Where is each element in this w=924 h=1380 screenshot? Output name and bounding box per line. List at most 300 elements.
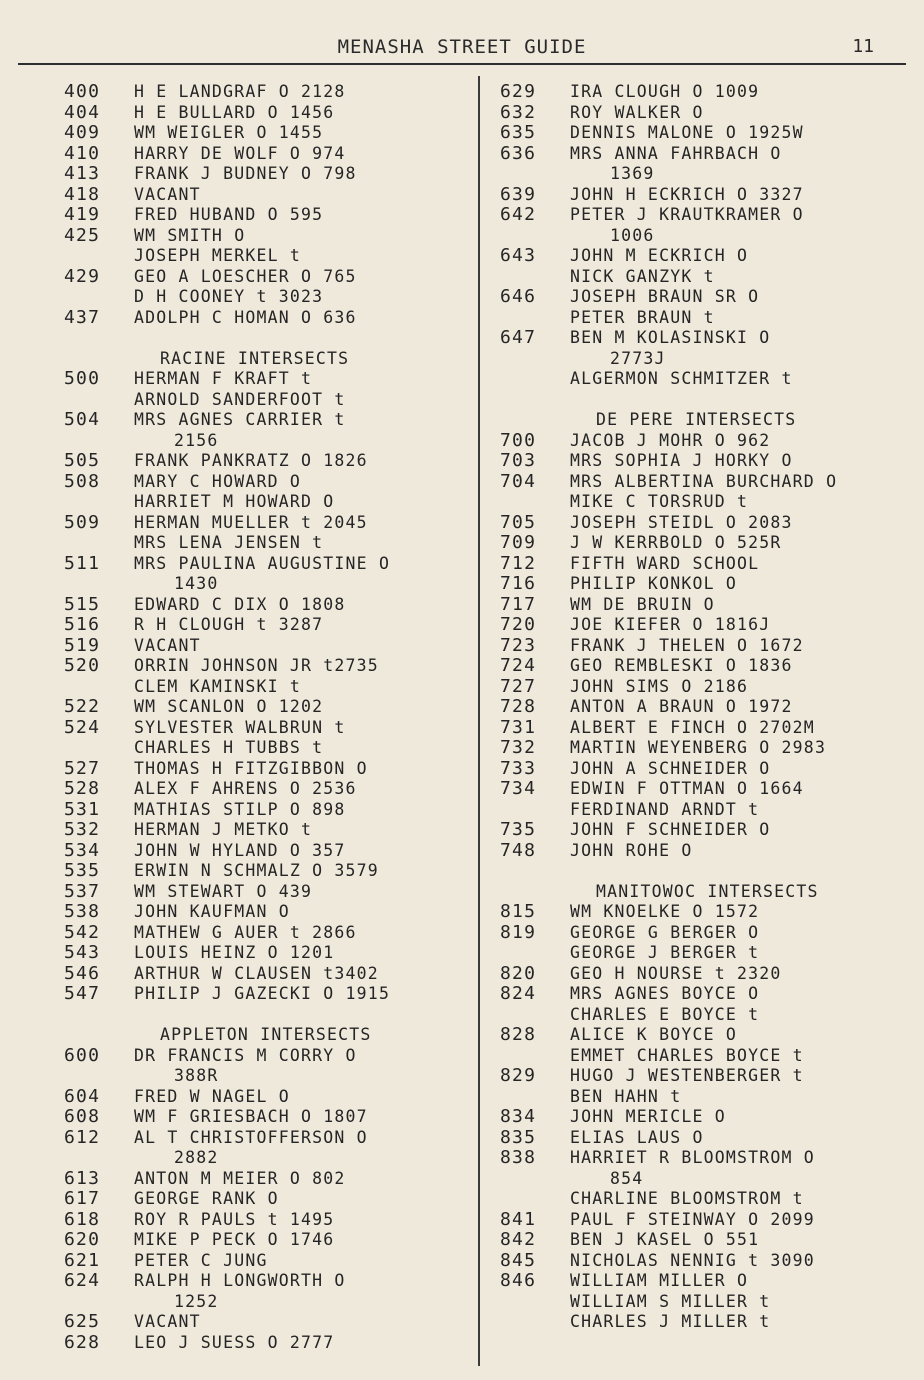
resident-name: PHILIP J GAZECKI O 1915 bbox=[134, 984, 391, 1003]
resident-name: AL T CHRISTOFFERSON O bbox=[134, 1127, 368, 1147]
listing-row bbox=[500, 738, 910, 759]
resident-name: CHARLES E BOYCE t bbox=[570, 1004, 760, 1024]
listing-row bbox=[64, 451, 472, 472]
house-number: 618 bbox=[64, 1208, 101, 1230]
resident-name: 2882 bbox=[174, 1148, 219, 1167]
house-number: 705 bbox=[500, 511, 537, 533]
house-number: 519 bbox=[64, 634, 101, 656]
listing-row bbox=[64, 923, 472, 944]
resident-name: JACOB J MOHR O 962 bbox=[570, 430, 771, 450]
listing-row bbox=[500, 205, 910, 226]
resident-name: FRANK J BUDNEY O 798 bbox=[134, 164, 357, 183]
resident-name: 2773J bbox=[610, 348, 666, 368]
right-column bbox=[500, 82, 910, 1333]
resident-name: 1430 bbox=[174, 574, 219, 593]
house-number: 824 bbox=[500, 983, 537, 1004]
page-number: 11 bbox=[852, 36, 874, 57]
listing-row bbox=[500, 841, 910, 862]
resident-name: BEN HAHN t bbox=[570, 1086, 682, 1106]
listing-row bbox=[500, 287, 910, 308]
listing-row bbox=[64, 103, 472, 124]
resident-name: H E BULLARD O 1456 bbox=[134, 102, 335, 122]
listing-row bbox=[500, 923, 910, 944]
resident-name: GEORGE J BERGER t bbox=[570, 943, 760, 962]
listing-row bbox=[64, 513, 472, 534]
listing-row bbox=[64, 1107, 472, 1128]
resident-name: NICHOLAS NENNIG t 3090 bbox=[570, 1250, 815, 1270]
resident-name: ARTHUR W CLAUSEN t3402 bbox=[134, 963, 379, 983]
house-number: 429 bbox=[64, 265, 101, 287]
listing-row bbox=[500, 1230, 910, 1251]
listing-row bbox=[500, 513, 910, 534]
house-number: 704 bbox=[500, 470, 537, 492]
resident-name: MRS ALBERTINA BURCHARD O bbox=[570, 471, 838, 491]
resident-name: 2156 bbox=[174, 430, 219, 450]
listing-row bbox=[64, 1251, 472, 1272]
house-number: 509 bbox=[64, 511, 101, 533]
listing-row bbox=[500, 369, 910, 390]
listing-row bbox=[64, 841, 472, 862]
resident-name: JOHN SIMS O 2186 bbox=[570, 676, 749, 696]
house-number: 646 bbox=[500, 286, 537, 307]
resident-name: 1006 bbox=[610, 225, 655, 245]
house-number: 632 bbox=[500, 101, 537, 123]
listing-row bbox=[64, 1128, 472, 1149]
listing-row bbox=[500, 1251, 910, 1272]
listing-continuation bbox=[500, 226, 910, 247]
house-number: 522 bbox=[64, 696, 101, 717]
listing-row bbox=[500, 943, 910, 964]
listing-row bbox=[64, 123, 472, 144]
house-number: 647 bbox=[500, 327, 537, 348]
listing-row bbox=[500, 1025, 910, 1046]
listing-row bbox=[64, 369, 472, 390]
house-number: 727 bbox=[500, 675, 537, 697]
resident-name: ERWIN N SCHMALZ O 3579 bbox=[134, 861, 379, 880]
listing-row bbox=[500, 718, 910, 739]
resident-name: DR FRANCIS M CORRY O bbox=[134, 1045, 357, 1065]
resident-name: WM F GRIESBACH O 1807 bbox=[134, 1107, 368, 1126]
listing-continuation bbox=[64, 1066, 472, 1087]
house-number: 537 bbox=[64, 880, 101, 902]
listing-row bbox=[64, 1189, 472, 1210]
resident-name: VACANT bbox=[134, 1312, 201, 1331]
listing-row bbox=[64, 410, 472, 431]
listing-row bbox=[500, 554, 910, 575]
listing-row bbox=[64, 861, 472, 882]
resident-name: NICK GANZYK t bbox=[570, 266, 715, 286]
listing-row bbox=[500, 656, 910, 677]
resident-name: LEO J SUESS O 2777 bbox=[134, 1332, 335, 1352]
resident-name: PHILIP KONKOL O bbox=[570, 574, 738, 593]
resident-name: ELIAS LAUS O bbox=[570, 1127, 704, 1147]
resident-name: MATHIAS STILP O 898 bbox=[134, 799, 346, 819]
listing-row bbox=[500, 615, 910, 636]
resident-name: JOSEPH MERKEL t bbox=[134, 246, 302, 265]
listing-row bbox=[64, 1046, 472, 1067]
resident-name: JOE KIEFER O 1816J bbox=[570, 615, 771, 634]
resident-name: HARRIET R BLOOMSTROM O bbox=[570, 1148, 815, 1167]
listing-row bbox=[500, 1107, 910, 1128]
house-number: 531 bbox=[64, 798, 101, 820]
intersect-heading: MANITOWOC INTERSECTS bbox=[596, 881, 819, 901]
listing-row bbox=[500, 472, 910, 493]
listing-row bbox=[500, 492, 910, 513]
house-number: 841 bbox=[500, 1208, 537, 1230]
resident-name: JOHN W HYLAND O 357 bbox=[134, 840, 346, 860]
house-number: 437 bbox=[64, 306, 101, 328]
intersect-heading: DE PERE INTERSECTS bbox=[596, 410, 797, 429]
resident-name: 854 bbox=[610, 1168, 644, 1188]
listing-row bbox=[64, 943, 472, 964]
listing-row bbox=[500, 103, 910, 124]
listing-row bbox=[64, 882, 472, 903]
resident-name: WILLIAM MILLER O bbox=[570, 1271, 749, 1290]
intersect-heading: APPLETON INTERSECTS bbox=[160, 1025, 372, 1044]
resident-name: EMMET CHARLES BOYCE t bbox=[570, 1045, 804, 1065]
listing-row bbox=[500, 820, 910, 841]
listing-row bbox=[64, 738, 472, 759]
resident-name: MATHEW G AUER t 2866 bbox=[134, 922, 357, 942]
listing-row bbox=[500, 267, 910, 288]
listing-row bbox=[500, 144, 910, 165]
listing-row bbox=[64, 1169, 472, 1190]
resident-name: GEORGE G BERGER O bbox=[570, 922, 760, 942]
listing-row bbox=[64, 984, 472, 1005]
house-number: 600 bbox=[64, 1044, 101, 1066]
house-number: 717 bbox=[500, 593, 537, 615]
resident-name: FRANK PANKRATZ O 1826 bbox=[134, 451, 368, 470]
house-number: 735 bbox=[500, 819, 537, 840]
resident-name: J W KERRBOLD O 525R bbox=[570, 533, 782, 552]
house-number: 404 bbox=[64, 101, 101, 123]
listing-row bbox=[500, 697, 910, 718]
listing-row bbox=[64, 820, 472, 841]
house-number: 734 bbox=[500, 778, 537, 799]
resident-name: MRS AGNES BOYCE O bbox=[570, 984, 760, 1003]
resident-name: R H CLOUGH t 3287 bbox=[134, 615, 324, 634]
listing-row bbox=[500, 1128, 910, 1149]
house-number: 720 bbox=[500, 614, 537, 635]
listing-row bbox=[64, 718, 472, 739]
house-number: 419 bbox=[64, 204, 101, 225]
resident-name: WM KNOELKE O 1572 bbox=[570, 902, 760, 921]
listing-row bbox=[64, 554, 472, 575]
house-number: 511 bbox=[64, 552, 101, 574]
resident-name: HERMAN J METKO t bbox=[134, 820, 313, 839]
listing-row bbox=[64, 144, 472, 165]
house-number: 508 bbox=[64, 470, 101, 492]
resident-name: HUGO J WESTENBERGER t bbox=[570, 1066, 804, 1085]
resident-name: VACANT bbox=[134, 635, 201, 655]
resident-name: JOHN ROHE O bbox=[570, 840, 693, 860]
house-number: 516 bbox=[64, 614, 101, 635]
listing-row bbox=[500, 1066, 910, 1087]
house-number: 500 bbox=[64, 368, 101, 389]
resident-name: ALEX F AHRENS O 2536 bbox=[134, 779, 357, 798]
listing-row bbox=[500, 1210, 910, 1231]
listing-row bbox=[64, 697, 472, 718]
listing-row bbox=[500, 431, 910, 452]
resident-name: ALGERMON SCHMITZER t bbox=[570, 369, 793, 388]
resident-name: MRS ANNA FAHRBACH O bbox=[570, 143, 782, 163]
column-divider bbox=[478, 76, 480, 1366]
resident-name: PETER BRAUN t bbox=[570, 307, 715, 327]
house-number: 828 bbox=[500, 1024, 537, 1045]
house-number: 604 bbox=[64, 1085, 101, 1107]
house-number: 728 bbox=[500, 696, 537, 717]
house-number: 400 bbox=[64, 81, 101, 102]
house-number: 542 bbox=[64, 921, 101, 943]
resident-name: HERMAN F KRAFT t bbox=[134, 369, 313, 388]
resident-name: CHARLES J MILLER t bbox=[570, 1312, 771, 1331]
listing-row bbox=[500, 964, 910, 985]
house-number: 621 bbox=[64, 1249, 101, 1271]
listing-row bbox=[64, 82, 472, 103]
listing-row bbox=[64, 390, 472, 411]
resident-name: ANTON A BRAUN O 1972 bbox=[570, 697, 793, 716]
resident-name: ALBERT E FINCH O 2702M bbox=[570, 717, 815, 737]
resident-name: RALPH H LONGWORTH O bbox=[134, 1271, 346, 1290]
resident-name: MRS PAULINA AUGUSTINE O bbox=[134, 553, 391, 573]
listing-continuation bbox=[500, 1169, 910, 1190]
listing-row bbox=[64, 533, 472, 554]
intersect-heading: RACINE INTERSECTS bbox=[160, 348, 350, 368]
listing-row bbox=[500, 328, 910, 349]
resident-name: FRANK J THELEN O 1672 bbox=[570, 635, 804, 655]
listing-row bbox=[64, 1333, 472, 1354]
house-number: 636 bbox=[500, 142, 537, 164]
listing-row bbox=[500, 1005, 910, 1026]
house-number: 846 bbox=[500, 1270, 537, 1291]
house-number: 700 bbox=[500, 429, 537, 451]
listing-row bbox=[64, 164, 472, 185]
house-number: 504 bbox=[64, 409, 101, 430]
resident-name: PAUL F STEINWAY O 2099 bbox=[570, 1209, 815, 1229]
section-heading bbox=[64, 1025, 472, 1046]
house-number: 532 bbox=[64, 819, 101, 840]
listing-row bbox=[64, 185, 472, 206]
listing-row bbox=[64, 492, 472, 513]
listing-row bbox=[64, 1271, 472, 1292]
house-number: 733 bbox=[500, 757, 537, 779]
house-number: 635 bbox=[500, 122, 537, 143]
listing-row bbox=[500, 800, 910, 821]
resident-name: HARRIET M HOWARD O bbox=[134, 492, 335, 511]
resident-name: 1252 bbox=[174, 1291, 219, 1311]
section-spacer bbox=[64, 328, 472, 349]
resident-name: HERMAN MUELLER t 2045 bbox=[134, 512, 368, 532]
listing-row bbox=[64, 472, 472, 493]
listing-row bbox=[500, 1189, 910, 1210]
resident-name: EDWARD C DIX O 1808 bbox=[134, 594, 346, 614]
house-number: 535 bbox=[64, 860, 101, 881]
listing-continuation bbox=[64, 574, 472, 595]
resident-name: MRS SOPHIA J HORKY O bbox=[570, 451, 793, 470]
listing-row bbox=[500, 82, 910, 103]
resident-name: MARTIN WEYENBERG O 2983 bbox=[570, 738, 827, 757]
listing-row bbox=[500, 984, 910, 1005]
house-number: 617 bbox=[64, 1188, 101, 1209]
resident-name: 1369 bbox=[610, 164, 655, 183]
resident-name: FIFTH WARD SCHOOL bbox=[570, 553, 760, 573]
resident-name: JOHN MERICLE O bbox=[570, 1107, 726, 1126]
listing-row bbox=[64, 779, 472, 800]
resident-name: MRS LENA JENSEN t bbox=[134, 533, 324, 552]
house-number: 515 bbox=[64, 593, 101, 615]
house-number: 629 bbox=[500, 81, 537, 102]
listing-continuation bbox=[64, 1148, 472, 1169]
house-number: 842 bbox=[500, 1229, 537, 1250]
listing-row bbox=[500, 123, 910, 144]
house-number: 815 bbox=[500, 901, 537, 922]
listing-row bbox=[500, 902, 910, 923]
listing-row bbox=[500, 533, 910, 554]
resident-name: ANTON M MEIER O 802 bbox=[134, 1168, 346, 1188]
house-number: 639 bbox=[500, 183, 537, 205]
listing-continuation bbox=[64, 431, 472, 452]
listing-row bbox=[64, 656, 472, 677]
listing-row bbox=[500, 246, 910, 267]
listing-row bbox=[500, 574, 910, 595]
resident-name: JOSEPH STEIDL O 2083 bbox=[570, 512, 793, 532]
listing-row bbox=[64, 964, 472, 985]
resident-name: H E LANDGRAF O 2128 bbox=[134, 82, 346, 101]
listing-row bbox=[64, 1230, 472, 1251]
resident-name: WM SCANLON O 1202 bbox=[134, 697, 324, 716]
listing-row bbox=[500, 1087, 910, 1108]
listing-row bbox=[500, 185, 910, 206]
resident-name: GEO H NOURSE t 2320 bbox=[570, 963, 782, 983]
house-number: 520 bbox=[64, 655, 101, 676]
house-number: 413 bbox=[64, 163, 101, 184]
listing-row bbox=[500, 759, 910, 780]
listing-row bbox=[64, 800, 472, 821]
house-number: 608 bbox=[64, 1106, 101, 1127]
section-heading bbox=[500, 882, 910, 903]
resident-name: GEO A LOESCHER O 765 bbox=[134, 266, 357, 286]
resident-name: CLEM KAMINSKI t bbox=[134, 676, 302, 696]
listing-row bbox=[64, 226, 472, 247]
left-column bbox=[64, 82, 472, 1353]
listing-row bbox=[64, 287, 472, 308]
resident-name: WM WEIGLER O 1455 bbox=[134, 123, 324, 142]
listing-continuation bbox=[64, 1292, 472, 1313]
house-number: 409 bbox=[64, 122, 101, 143]
resident-name: FRED W NAGEL O bbox=[134, 1086, 290, 1106]
listing-row bbox=[500, 1046, 910, 1067]
header-rule bbox=[18, 63, 906, 65]
listing-row bbox=[64, 1312, 472, 1333]
house-number: 624 bbox=[64, 1270, 101, 1291]
listing-row bbox=[64, 615, 472, 636]
house-number: 731 bbox=[500, 716, 537, 738]
house-number: 527 bbox=[64, 757, 101, 779]
house-number: 845 bbox=[500, 1249, 537, 1271]
resident-name: WM STEWART O 439 bbox=[134, 881, 313, 901]
listing-row bbox=[64, 205, 472, 226]
house-number: 834 bbox=[500, 1106, 537, 1127]
house-number: 410 bbox=[64, 142, 101, 164]
resident-name: MRS AGNES CARRIER t bbox=[134, 410, 346, 429]
resident-name: FRED HUBAND O 595 bbox=[134, 205, 324, 224]
house-number: 418 bbox=[64, 183, 101, 205]
house-number: 709 bbox=[500, 532, 537, 553]
resident-name: PETER C JUNG bbox=[134, 1250, 268, 1270]
resident-name: ALICE K BOYCE O bbox=[570, 1025, 738, 1044]
house-number: 819 bbox=[500, 921, 537, 943]
house-number: 524 bbox=[64, 716, 101, 738]
house-number: 625 bbox=[64, 1311, 101, 1332]
resident-name: SYLVESTER WALBRUN t bbox=[134, 717, 346, 737]
listing-row bbox=[64, 902, 472, 923]
listing-row bbox=[500, 1292, 910, 1313]
house-number: 703 bbox=[500, 450, 537, 471]
resident-name: ADOLPH C HOMAN O 636 bbox=[134, 307, 357, 327]
listing-row bbox=[500, 451, 910, 472]
resident-name: BEN M KOLASINSKI O bbox=[570, 328, 771, 347]
house-number: 716 bbox=[500, 573, 537, 594]
listing-row bbox=[64, 267, 472, 288]
resident-name: ROY WALKER O bbox=[570, 102, 704, 122]
house-number: 732 bbox=[500, 737, 537, 758]
listing-row bbox=[64, 1087, 472, 1108]
listing-row bbox=[500, 308, 910, 329]
house-number: 620 bbox=[64, 1229, 101, 1250]
resident-name: ROY R PAULS t 1495 bbox=[134, 1209, 335, 1229]
house-number: 543 bbox=[64, 942, 101, 963]
house-number: 505 bbox=[64, 450, 101, 471]
listing-row bbox=[500, 677, 910, 698]
listing-row bbox=[500, 779, 910, 800]
resident-name: BEN J KASEL O 551 bbox=[570, 1230, 760, 1249]
house-number: 724 bbox=[500, 655, 537, 676]
house-number: 538 bbox=[64, 901, 101, 922]
resident-name: MIKE P PECK O 1746 bbox=[134, 1230, 335, 1249]
house-number: 613 bbox=[64, 1167, 101, 1189]
resident-name: 388R bbox=[174, 1066, 219, 1085]
resident-name: VACANT bbox=[134, 184, 201, 204]
house-number: 546 bbox=[64, 962, 101, 984]
section-heading bbox=[64, 349, 472, 370]
listing-row bbox=[500, 595, 910, 616]
house-number: 528 bbox=[64, 778, 101, 799]
house-number: 838 bbox=[500, 1147, 537, 1168]
resident-name: HARRY DE WOLF O 974 bbox=[134, 143, 346, 163]
resident-name: JOHN M ECKRICH O bbox=[570, 246, 749, 265]
house-number: 425 bbox=[64, 224, 101, 246]
section-spacer bbox=[64, 1005, 472, 1026]
resident-name: WM DE BRUIN O bbox=[570, 594, 715, 614]
house-number: 642 bbox=[500, 204, 537, 225]
listing-row bbox=[64, 595, 472, 616]
resident-name: CHARLINE BLOOMSTROM t bbox=[570, 1189, 804, 1208]
resident-name: MIKE C TORSRUD t bbox=[570, 492, 749, 511]
listing-continuation bbox=[500, 164, 910, 185]
house-number: 612 bbox=[64, 1126, 101, 1148]
resident-name: JOHN A SCHNEIDER O bbox=[570, 758, 771, 778]
house-number: 534 bbox=[64, 839, 101, 861]
resident-name: D H COONEY t 3023 bbox=[134, 287, 324, 306]
resident-name: WM SMITH O bbox=[134, 225, 246, 245]
section-spacer bbox=[500, 861, 910, 882]
resident-name: JOHN F SCHNEIDER O bbox=[570, 820, 771, 839]
page-title: MENASHA STREET GUIDE bbox=[337, 36, 587, 58]
house-number: 628 bbox=[64, 1331, 101, 1353]
listing-row bbox=[64, 1210, 472, 1231]
listing-row bbox=[64, 308, 472, 329]
house-number: 835 bbox=[500, 1126, 537, 1148]
